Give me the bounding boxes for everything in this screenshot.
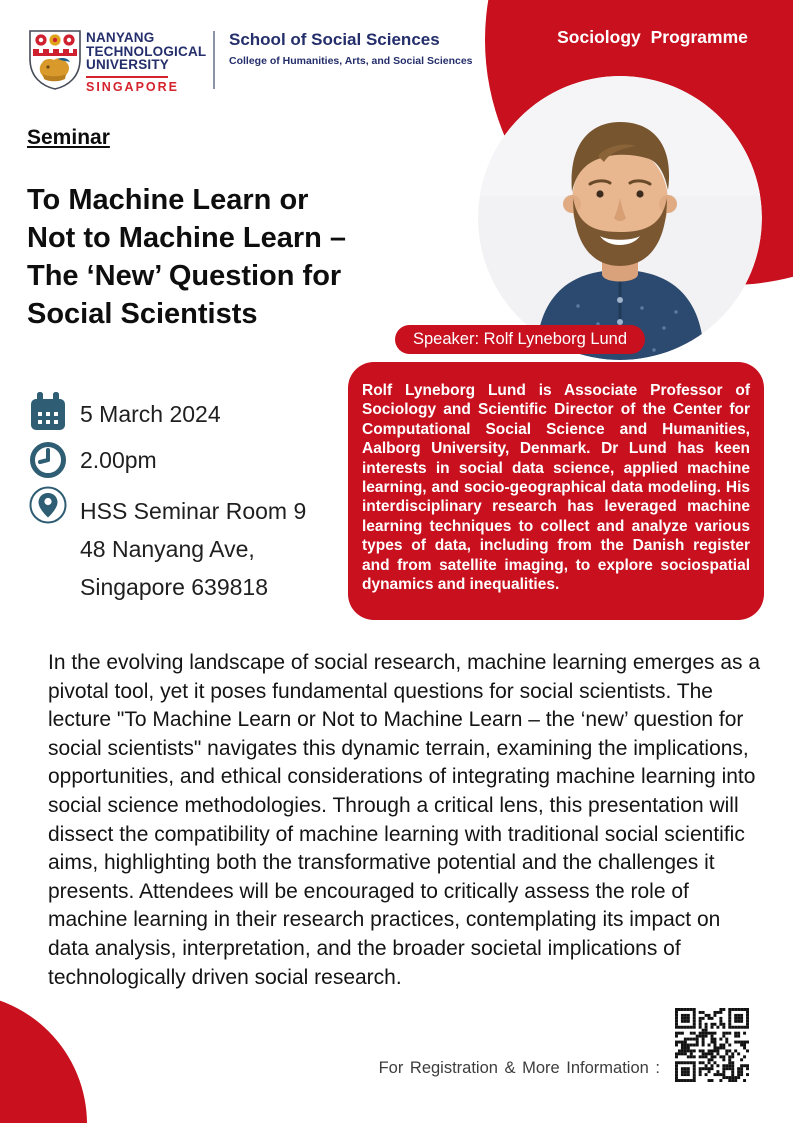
- registration-label: For Registration & More Information :: [378, 1059, 660, 1077]
- venue-line: 48 Nanyang Ave,: [80, 536, 255, 562]
- clock-icon: [29, 441, 67, 479]
- red-corner-shape-bottom-left: [0, 993, 87, 1123]
- event-title-line: To Machine Learn or: [27, 184, 309, 216]
- wordmark-red-rule: [86, 76, 168, 78]
- speaker-name-badge: Speaker: Rolf Lyneborg Lund: [395, 325, 645, 354]
- event-venue: [80, 492, 306, 606]
- college-name: College of Humanities, Arts, and Social Sciences: [229, 55, 473, 67]
- event-date: 5 March 2024: [80, 401, 221, 427]
- university-name-line1: NANYANG: [86, 30, 155, 45]
- event-abstract: In the evolving landscape of social research, machine learning emerges as a pivotal tool, yet it poses fundamental questions for social scientists. The lecture "To Machine Learn or Not to Machine Learn – the ‘new’ question for social scientists" navigates this dynamic terrain, examining the implications, opportunities, and ethical considerations of integrating machine learning into social science methodologies. Through a critical lens, this presentation will dissect the compatibility of machine learning with traditional social scientific aims, highlighting both the transformative potential and the challenges it presents. Attendees will be encouraged to critically assess the role of machine learning in their research practices, contemplating its impact on data analysis, interpretation, and the broader societal implications of technologically driven social research.: [48, 651, 761, 989]
- event-title-line: Not to Machine Learn –: [27, 222, 347, 254]
- registration-qr-code: [675, 1008, 749, 1082]
- venue-line: Singapore 639818: [80, 574, 268, 600]
- location-pin-icon: [29, 486, 67, 524]
- school-name: School of Social Sciences: [229, 30, 440, 49]
- university-name-line2: TECHNOLOGICAL: [86, 43, 207, 59]
- event-title-line: The ‘New’ Question for: [27, 260, 342, 292]
- ntu-crest-logo: [28, 29, 82, 91]
- event-title-line: Social Scientists: [27, 298, 258, 330]
- venue-line: HSS Seminar Room 9: [80, 498, 307, 524]
- speaker-photo: [478, 76, 762, 360]
- header-divider-line: [213, 31, 215, 89]
- event-title: [27, 181, 346, 333]
- university-name-line3: UNIVERSITY: [86, 57, 170, 72]
- programme-label: Sociology Programme: [557, 27, 748, 47]
- university-country: SINGAPORE: [86, 79, 180, 94]
- event-time: 2.00pm: [80, 447, 157, 473]
- university-wordmark: [86, 31, 206, 94]
- calendar-icon: [30, 392, 66, 432]
- school-block: [229, 30, 473, 67]
- event-kind-heading: Seminar: [27, 126, 110, 149]
- speaker-bio-box: Rolf Lyneborg Lund is Associate Professor of Sociology and Scientific Director of the Center for Computational Social Science and Humanities, Aalborg University, Denmark. Dr Lund has keen interests in social data science, applied machine learning, and socio-geographical data modeling. His interdisciplinary research has leveraged machine learning techniques to collect and analyze various types of data, including from the Danish register and from satellite imaging, to explore sociospatial dynamics and inequalities.: [348, 362, 764, 620]
- speaker-portrait-illustration: [478, 76, 762, 360]
